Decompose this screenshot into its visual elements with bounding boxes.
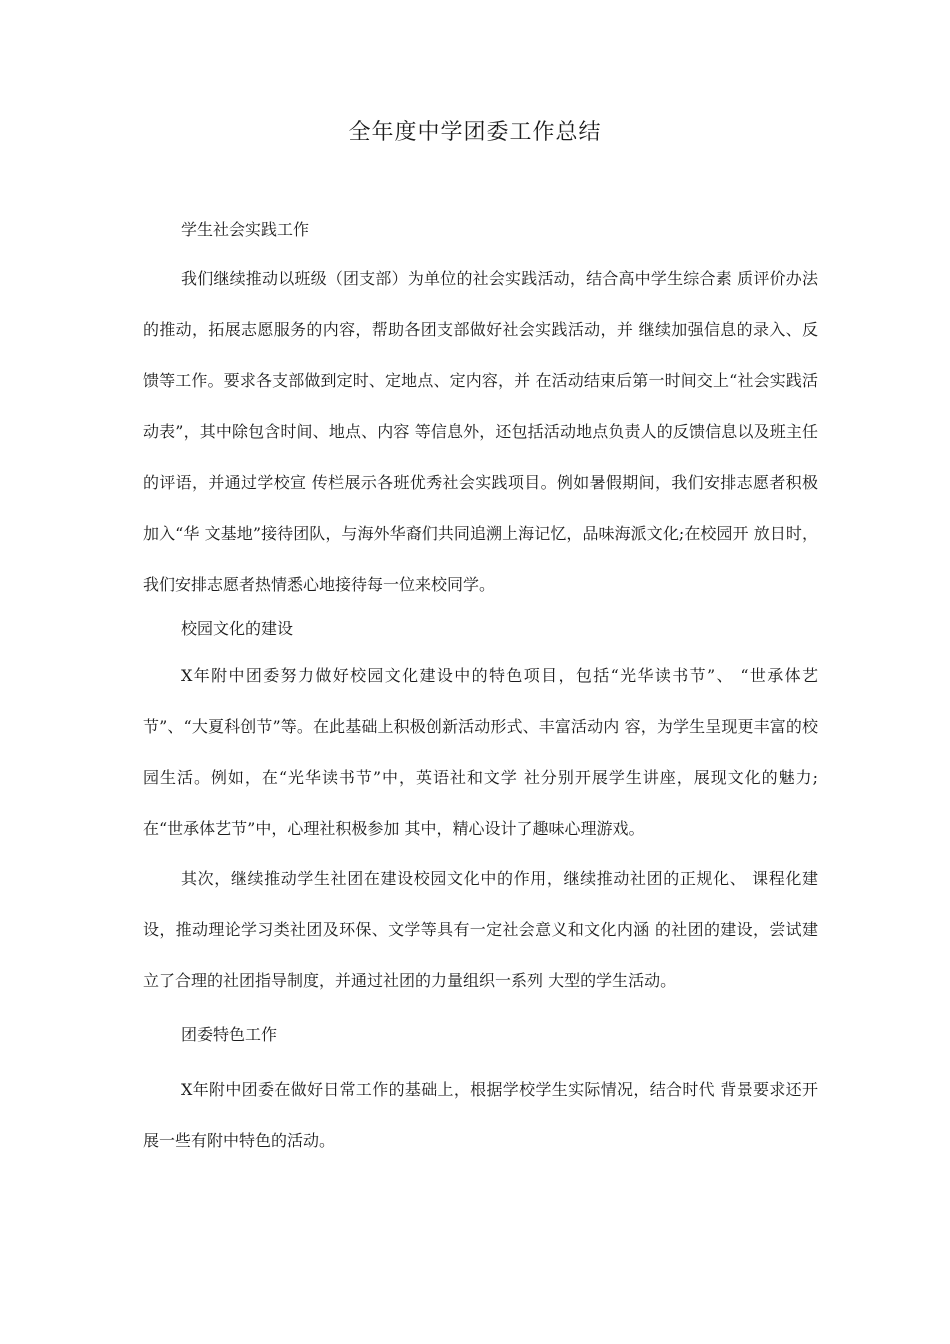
section-heading-featured-work: 团委特色工作 (181, 1025, 278, 1044)
section-heading-campus-culture: 校园文化的建设 (181, 619, 294, 638)
document-title: 全年度中学团委工作总结 (348, 120, 602, 145)
paragraph-social-practice: 我们继续推动以班级（团支部）为单位的社会实践活动，结合高中学生综合素 质评价办法的推动，拓展志愿服务的内容，帮助各团支部做好社会实践活动，并 继续加强信息的录入、反馈等工作。要求各支部做到定时、定地点、定内容，并 在活动结束后第一时间交上“社会实践活动表”，其中除包含时间、地点、内容 等信息外，还包括活动地点负责人的反馈信息以及班主任的评语，并通过学校宣 传栏展示各班优秀社会实践项目。例如暑假期间，我们安排志愿者积极加入“华 文基地”接待团队，与海外华裔们共同追溯上海记忆，品味海派文化;在校园开 放日时，我们安排志愿者热情悉心地接待每一位来校同学。 (143, 269, 818, 594)
section-heading-social-practice: 学生社会实践工作 (181, 220, 310, 239)
paragraph-campus-culture-2: 其次，继续推动学生社团在建设校园文化中的作用，继续推动社团的正规化、 课程化建设，推动理论学习类社团及环保、文学等具有一定社会意义和文化内涵 的社团的建设，尝试建立了合理的社团指导制度，并通过社团的力量组织一系列 大型的学生活动。 (143, 869, 818, 990)
paragraph-featured-work: X年附中团委在做好日常工作的基础上，根据学校学生实际情况，结合时代 背景要求还开展一些有附中特色的活动。 (143, 1080, 818, 1150)
paragraph-campus-culture-1: X年附中团委努力做好校园文化建设中的特色项目，包括“光华读书节”、 “世承体艺节”、“大夏科创节”等。在此基础上积极创新活动形式、丰富活动内 容，为学生呈现更丰富的校园生活。例如，在“光华读书节”中，英语社和文学 社分别开展学生讲座，展现文化的魅力;在“世承体艺节”中，心理社积极参加 其中，精心设计了趣味心理游戏。 (143, 666, 818, 838)
